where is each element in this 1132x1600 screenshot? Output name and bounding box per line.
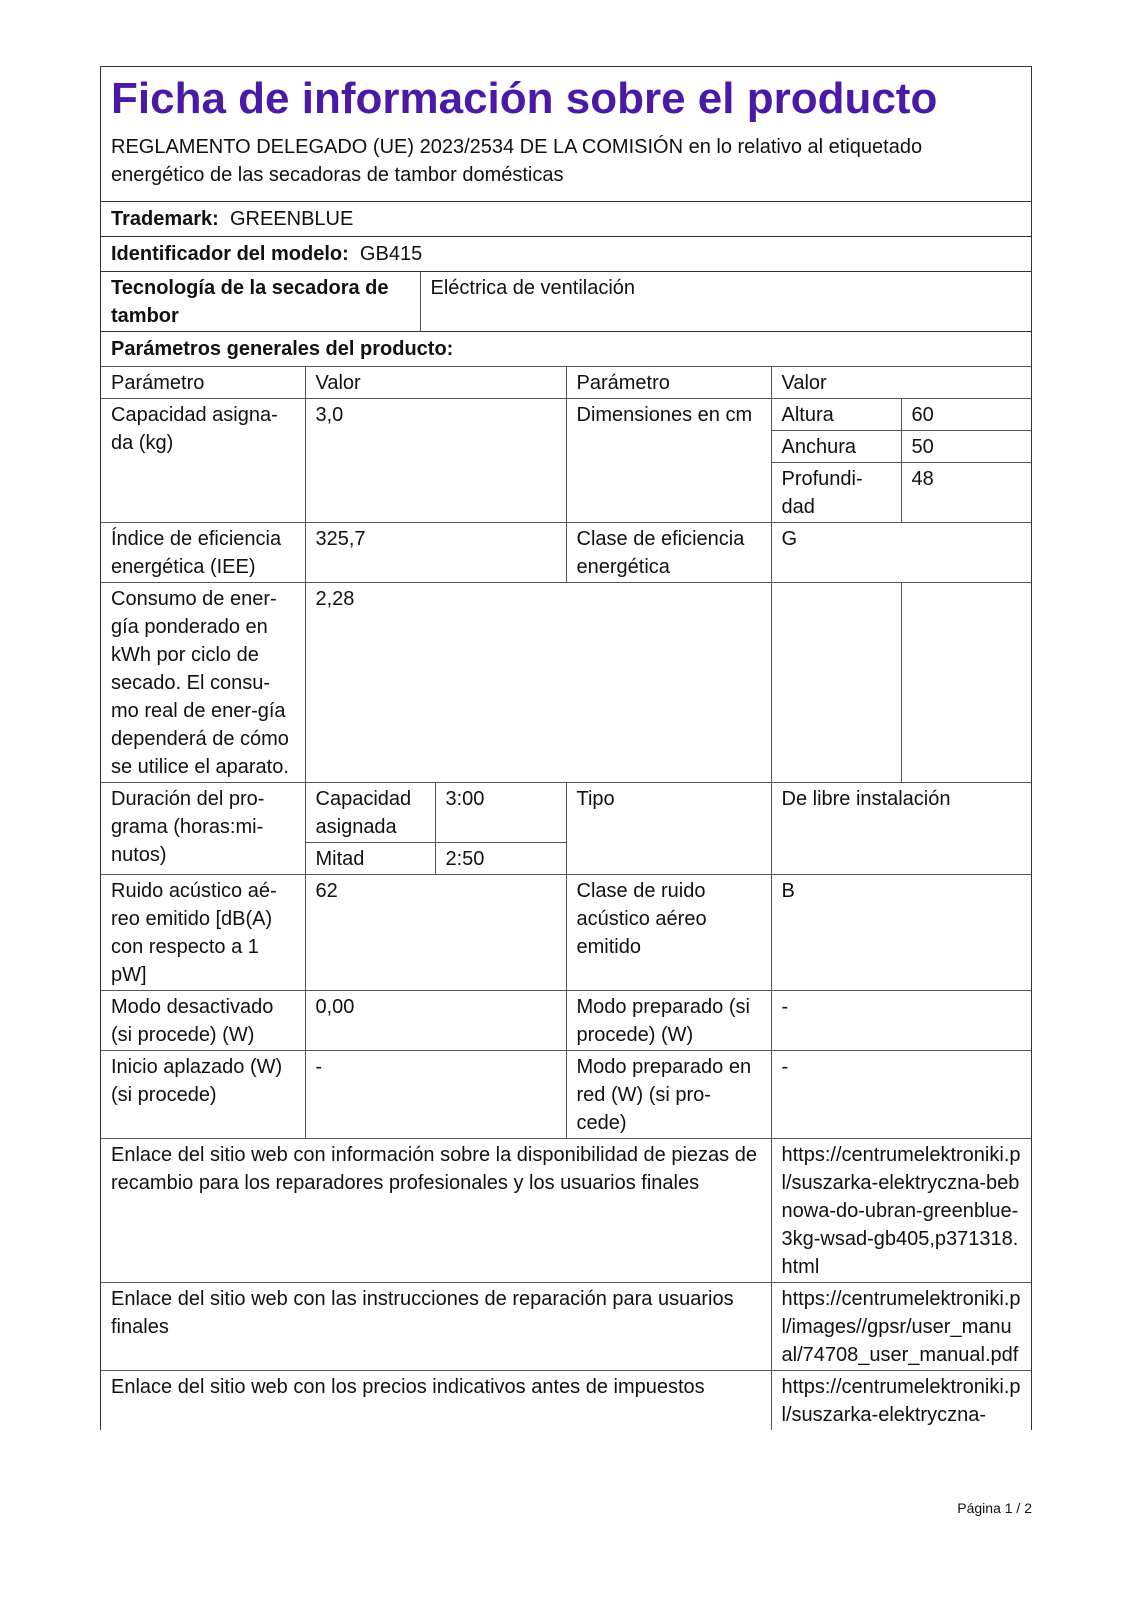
repair-instructions-link[interactable]: https://centrumelektroniki.pl/images//gpsr/user_manual/74708_user_manual.pdf bbox=[771, 1283, 1031, 1371]
regulation-text: REGLAMENTO DELEGADO (UE) 2023/2534 DE LA COMISIÓN en lo relativo al etiquetado energético de las secadoras de tambor domésticas bbox=[111, 136, 923, 186]
trademark-value: GREENBLUE bbox=[229, 208, 354, 230]
table-row bbox=[101, 1051, 1031, 1139]
model-label: Identificador del modelo: bbox=[111, 243, 349, 265]
consumption-value: 2,28 bbox=[305, 583, 771, 783]
link-label: Enlace del sitio web con los precios indicativos antes de impuestos bbox=[101, 1371, 771, 1431]
technology-table bbox=[101, 272, 1031, 331]
standby-label: Modo preparado (si procede) (W) bbox=[566, 991, 771, 1051]
duration-full-label: Capacidad asignada bbox=[305, 783, 435, 843]
energy-class-value: G bbox=[771, 523, 1031, 583]
table-row bbox=[101, 875, 1031, 991]
link-label: Enlace del sitio web con información sobre la disponibilidad de piezas de recambio para los reparadores profesionales y los usuarios finales bbox=[101, 1139, 771, 1283]
technology-value: Eléctrica de ventilación bbox=[420, 272, 1031, 331]
depth-label: Profundi-dad bbox=[771, 463, 901, 523]
network-standby-label: Modo preparado en red (W) (si pro-cede) bbox=[566, 1051, 771, 1139]
table-row bbox=[101, 523, 1031, 583]
type-value: De libre instalación bbox=[771, 783, 1031, 875]
spare-parts-link[interactable]: https://centrumelektroniki.pl/suszarka-elektryczna-bebnowa-do-ubran-greenblue-3kg-wsad-gb405,p371318.html bbox=[771, 1139, 1031, 1283]
model-row bbox=[101, 236, 1031, 271]
depth-value: 48 bbox=[901, 463, 1031, 523]
type-label: Tipo bbox=[566, 783, 771, 875]
page-title: Ficha de información sobre el producto bbox=[111, 74, 938, 123]
noise-class-label: Clase de ruido acústico aéreo emitido bbox=[566, 875, 771, 991]
page-number: Página 1 / 2 bbox=[957, 1500, 1032, 1516]
parameters-table bbox=[101, 366, 1031, 1430]
column-header: Valor bbox=[305, 367, 566, 399]
duration-full-value: 3:00 bbox=[435, 783, 566, 843]
duration-label: Duración del pro-grama (horas:mi-nutos) bbox=[101, 783, 305, 875]
model-value: GB415 bbox=[359, 243, 423, 265]
link-label: Enlace del sitio web con las instrucciones de reparación para usuarios finales bbox=[101, 1283, 771, 1371]
sheet-frame bbox=[100, 66, 1032, 1430]
link-row bbox=[101, 1283, 1031, 1371]
width-value: 50 bbox=[901, 431, 1031, 463]
table-row bbox=[101, 583, 1031, 783]
eei-value: 325,7 bbox=[305, 523, 566, 583]
table-row bbox=[101, 991, 1031, 1051]
technology-row bbox=[101, 271, 1031, 331]
energy-class-label: Clase de eficiencia energética bbox=[566, 523, 771, 583]
network-standby-value: - bbox=[771, 1051, 1031, 1139]
capacity-label: Capacidad asigna-da (kg) bbox=[101, 399, 305, 523]
noise-class-value: B bbox=[771, 875, 1031, 991]
dimensions-label: Dimensiones en cm bbox=[566, 399, 771, 523]
column-header: Parámetro bbox=[566, 367, 771, 399]
height-value: 60 bbox=[901, 399, 1031, 431]
noise-value: 62 bbox=[305, 875, 566, 991]
off-mode-label: Modo desactivado (si procede) (W) bbox=[101, 991, 305, 1051]
off-mode-value: 0,00 bbox=[305, 991, 566, 1051]
table-header-row bbox=[101, 367, 1031, 399]
duration-half-label: Mitad bbox=[305, 843, 435, 875]
table-row bbox=[101, 399, 1031, 431]
consumption-label: Consumo de ener-gía ponderado en kWh por ciclo de secado. El consu-mo real de ener-gía dependerá de cómo se utilice el aparato. bbox=[101, 583, 305, 783]
table-row bbox=[101, 783, 1031, 843]
capacity-value: 3,0 bbox=[305, 399, 566, 523]
delay-start-label: Inicio aplazado (W) (si procede) bbox=[101, 1051, 305, 1139]
link-row bbox=[101, 1371, 1031, 1431]
standby-value: - bbox=[771, 991, 1031, 1051]
delay-start-value: - bbox=[305, 1051, 566, 1139]
column-header: Parámetro bbox=[101, 367, 305, 399]
trademark-row bbox=[101, 201, 1031, 236]
column-header: Valor bbox=[771, 367, 1031, 399]
width-label: Anchura bbox=[771, 431, 901, 463]
empty-cell bbox=[771, 583, 901, 783]
duration-half-value: 2:50 bbox=[435, 843, 566, 875]
eei-label: Índice de eficiencia energética (IEE) bbox=[101, 523, 305, 583]
trademark-label: Trademark: bbox=[111, 208, 219, 230]
product-sheet bbox=[100, 66, 1032, 1430]
noise-label: Ruido acústico aé-reo emitido [dB(A) con respecto a 1 pW] bbox=[101, 875, 305, 991]
general-params-header: Parámetros generales del producto: bbox=[101, 331, 1031, 366]
empty-cell bbox=[901, 583, 1031, 783]
technology-label: Tecnología de la secadora de tambor bbox=[111, 277, 389, 327]
link-row bbox=[101, 1139, 1031, 1283]
height-label: Altura bbox=[771, 399, 901, 431]
prices-link[interactable]: https://centrumelektroniki.pl/suszarka-elektryczna- bbox=[771, 1371, 1031, 1431]
